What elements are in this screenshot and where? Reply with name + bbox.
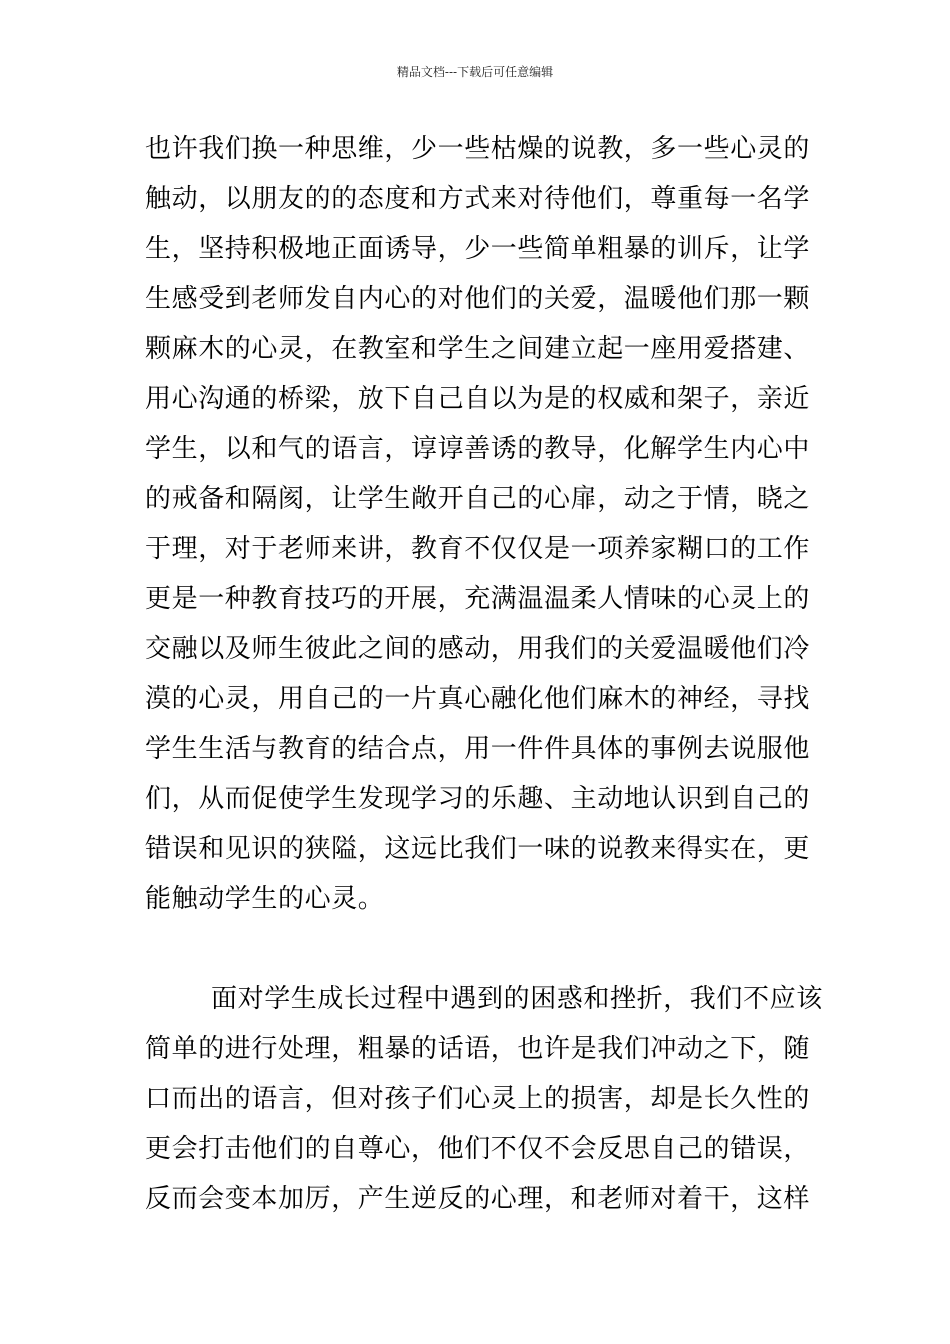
text-line: 生，坚持积极地正面诱导，少一些简单粗暴的训斥，让学: [145, 234, 811, 264]
text-line: 更会打击他们的自尊心，他们不仅不会反思自己的错误，: [145, 1134, 811, 1164]
text-line: 触动，以朋友的的态度和方式来对待他们，尊重每一名学: [145, 184, 811, 214]
page-header: 精品文档---下载后可任意编辑: [396, 65, 554, 79]
text-line: 交融以及师生彼此之间的感动，用我们的关爱温暖他们冷: [145, 634, 811, 664]
text-line: 也许我们换一种思维，少一些枯燥的说教，多一些心灵的: [145, 134, 811, 164]
text-line: 学生生活与教育的结合点，用一件件具体的事例去说服他: [145, 734, 811, 764]
text-line: 生感受到老师发自内心的对他们的关爱，温暖他们那一颗: [145, 284, 811, 314]
text-line: 简单的进行处理，粗暴的话语，也许是我们冲动之下，随: [145, 1034, 811, 1064]
text-line: 学生，以和气的语言，谆谆善诱的教导，化解学生内心中: [145, 434, 811, 464]
text-line: 漠的心灵，用自己的一片真心融化他们麻木的神经，寻找: [145, 684, 811, 714]
text-line: 能触动学生的心灵。: [145, 884, 385, 914]
text-line: 反而会变本加厉，产生逆反的心理，和老师对着干，这样: [145, 1184, 811, 1214]
text-line: 口而出的语言，但对孩子们心灵上的损害，却是长久性的: [145, 1084, 811, 1114]
text-line: 的戒备和隔阂，让学生敞开自己的心扉，动之于情，晓之: [145, 484, 811, 514]
text-line: 更是一种教育技巧的开展，充满温温柔人情味的心灵上的: [145, 584, 811, 614]
text-line: 于理，对于老师来讲，教育不仅仅是一项养家糊口的工作: [145, 534, 811, 564]
text-line: 颗麻木的心灵，在教室和学生之间建立起一座用爱搭建、: [145, 334, 811, 364]
text-line: 们，从而促使学生发现学习的乐趣、主动地认识到自己的: [145, 784, 811, 814]
text-line: 面对学生成长过程中遇到的困惑和挫折，我们不应该: [211, 984, 823, 1014]
text-line: 用心沟通的桥梁，放下自己自以为是的权威和架子，亲近: [145, 384, 811, 414]
text-line: 错误和见识的狭隘，这远比我们一味的说教来得实在，更: [145, 834, 811, 864]
